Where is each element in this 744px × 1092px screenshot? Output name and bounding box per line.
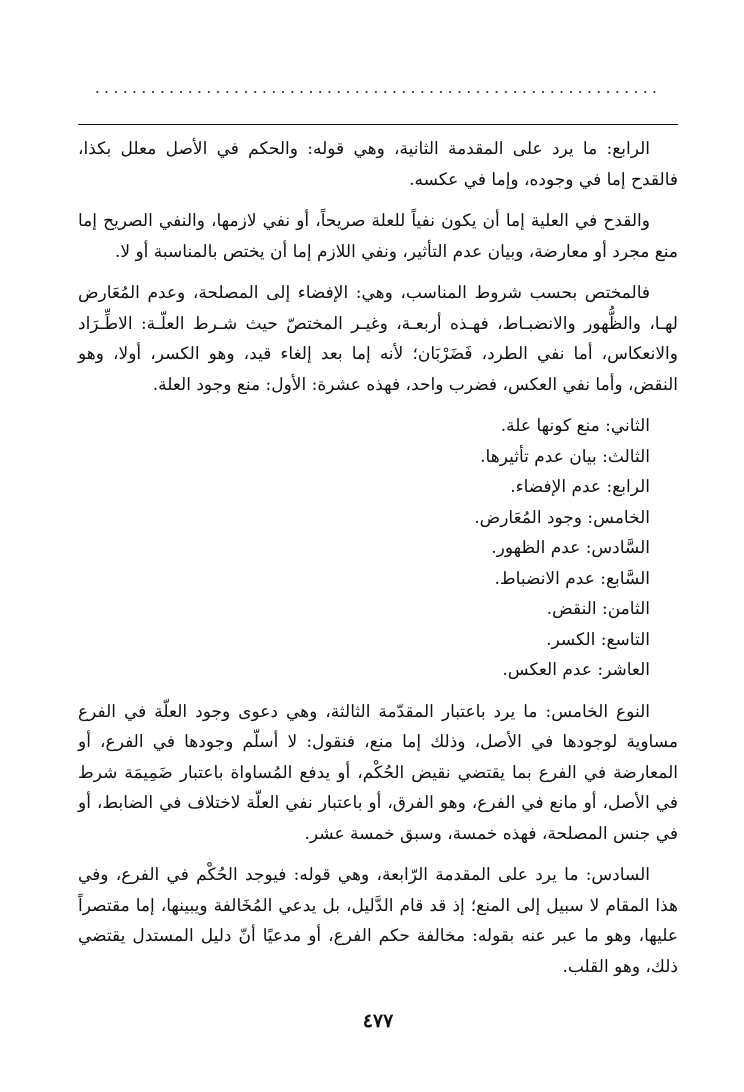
objections-list [78,411,678,686]
list-item: الرابع: عدم الإفضاء. [510,477,650,497]
list-item: السَّادس: عدم الظهور. [491,538,650,558]
page-number: ٤٧٧ [362,1010,394,1032]
list-item: الخامس: وجود المُعَارض. [474,507,650,528]
paragraph-fourth: الرابع: ما يرد على المقدمة الثانية، وهي قوله: والحكم في الأصل معلل بكذا، فالقدح إما في وجوده، وإما في عكسه. [78,139,678,190]
document-page [78,0,678,1092]
list-item: السَّابع: عدم الانضباط. [494,568,650,589]
list-item: الثالث: بيان عدم تأثيرها. [480,446,650,467]
list-item: الثاني: منع كونها علة. [500,416,650,436]
header-rule [78,124,678,125]
header-dotted-line: ............................................................. [94,78,662,97]
list-item: التاسع: الكسر. [546,629,650,650]
paragraph-qadh: والقدح في العلية إما أن يكون نفياً للعلة صريحاً، أو نفي لازمها، والنفي الصريح إما منع مجرد أو معارضة، وبيان عدم التأثير، ونفي اللازم إما أن يختص بالمناسبة أو لا. [78,211,678,262]
paragraph-fifth-type: النوع الخامس: ما يرد باعتبار المقدّمة الثالثة، وهي دعوى وجود العلّة في الفرع مساوية لوجودها في الأصل، وذلك إما منع، فنقول: لا أسلّم وجودها في الفرع، أو المعارضة في الفرع بما يقتضي نقيض الحُكْم، أو يدفع المُساواة باعتبار ضَمِيمَة شرط في الأصل، أو مانع في الفرع، وهو الفرق، أو باعتبار نفي العلّة لاختلاف في الضابط، أو في جنس المصلحة، فهذه خمسة، وسبق خمسة عشر. [78,701,678,844]
list-item: الثامن: النقض. [546,599,650,619]
paragraph-mukhtass: فالمختص بحسب شروط المناسب، وهي: الإفضاء إلى المصلحة، وعدم المُعَارض لهـا، والظُّهور والانضبـاط، فهـذه أربعـة، وغيـر المختصّ حيث شـرط العلّـة: الاطِّـرَاد والانعكاس، أما نفي الطرد، فَضَرْبَان؛ لأنه إما بعد إلغاء قيد، وهو الكسر، أولا، وهو النقض، وأما نفي العكس، فضرب واحد، فهذه عشرة: الأول: منع وجود العلة. [78,283,678,395]
list-item: العاشر: عدم العكس. [502,660,650,680]
paragraph-sixth: السادس: ما يرد على المقدمة الرّابعة، وهي قوله: فيوجد الحُكْم في الفرع، وفي هذا المقام لا سبيل إلى المنع؛ إذ قد قام الدَّليل، بل يدعي المُخَالفة ويبينها، إما مقتصراً عليها، وهو ما عبر عنه بقوله: مخالفة حكم الفرع، أو مدعيًا أنّ دليل المستدل يقتضي ذلك، وهو القلب. [78,865,678,977]
page-body [78,134,678,993]
